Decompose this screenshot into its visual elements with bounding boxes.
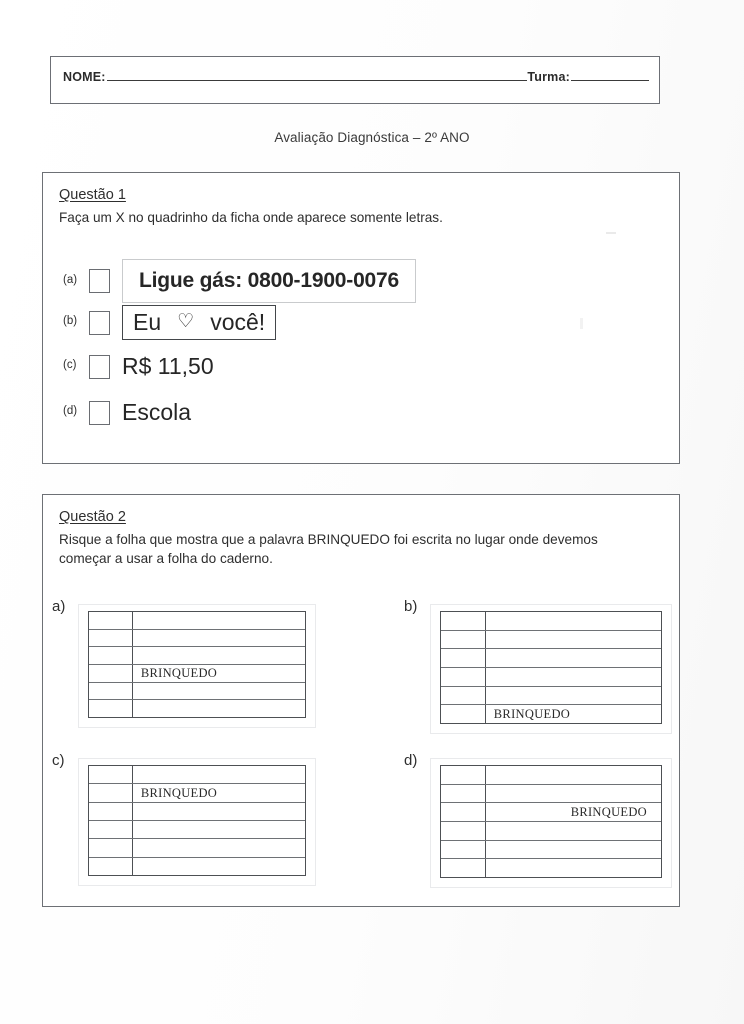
option-letter-a: a) — [52, 598, 66, 615]
notebook-word: BRINQUEDO — [493, 707, 571, 722]
notebook-line — [89, 700, 305, 717]
scan-artifact — [580, 318, 583, 329]
notebook-line — [89, 858, 305, 875]
name-field-row — [63, 70, 649, 84]
option-letter-d: (d) — [63, 405, 78, 417]
notebook-line — [89, 839, 305, 857]
heart-icon: ♡ — [177, 311, 195, 332]
question-1-option-d[interactable] — [63, 399, 191, 426]
option-a-card: Ligue gás: 0800-1900-0076 — [122, 259, 416, 303]
question-1-option-b[interactable] — [63, 305, 276, 340]
notebook-line — [89, 683, 305, 701]
notebook-word: BRINQUEDO — [570, 805, 647, 820]
notebook-card-b[interactable] — [430, 604, 672, 734]
name-label: NOME: — [63, 70, 106, 84]
notebook-card-a[interactable] — [78, 604, 316, 728]
notebook-line — [89, 612, 305, 630]
question-1-option-a[interactable] — [63, 259, 416, 303]
option-letter-b: b) — [404, 598, 418, 615]
notebook-sheet-b — [440, 611, 662, 724]
question-1-heading: Questão 1 — [59, 187, 126, 203]
option-letter-c: c) — [52, 752, 65, 769]
notebook-word: BRINQUEDO — [140, 665, 218, 680]
notebook-line — [89, 784, 305, 802]
page-title: Avaliação Diagnóstica – 2º ANO — [274, 130, 470, 145]
notebook-line — [89, 647, 305, 665]
notebook-line — [89, 630, 305, 648]
notebook-line — [441, 705, 661, 723]
notebook-line — [441, 668, 661, 687]
question-1-option-c[interactable] — [63, 353, 214, 380]
notebook-word: BRINQUEDO — [140, 785, 218, 800]
question-2-heading: Questão 2 — [59, 509, 126, 525]
notebook-line — [441, 766, 661, 785]
notebook-line — [441, 859, 661, 877]
checkbox-c[interactable] — [89, 355, 110, 379]
notebook-line — [441, 687, 661, 706]
checkbox-a[interactable] — [89, 269, 110, 293]
option-b-text-after: você! — [210, 309, 266, 335]
option-letter-b: (b) — [63, 315, 78, 327]
notebook-card-c[interactable] — [78, 758, 316, 886]
name-write-line[interactable] — [107, 80, 528, 81]
class-write-line[interactable] — [571, 80, 649, 81]
notebook-card-d[interactable] — [430, 758, 672, 888]
question-2-prompt: Risque a folha que mostra que a palavra BRINQUEDO foi escrita no lugar onde devemos começar a usar a folha do caderno. — [59, 532, 598, 566]
notebook-line — [441, 841, 661, 860]
notebook-line — [89, 803, 305, 821]
question-1-prompt: Faça um X no quadrinho da ficha onde aparece somente letras. — [59, 210, 443, 225]
notebook-line — [89, 665, 305, 683]
option-d-text: Escola — [122, 399, 192, 425]
option-letter-a: (a) — [63, 273, 78, 286]
notebook-line — [441, 649, 661, 668]
notebook-line — [441, 785, 661, 804]
question-1-panel — [42, 172, 680, 464]
notebook-line — [89, 766, 305, 784]
notebook-line — [441, 803, 661, 822]
notebook-sheet-c — [88, 765, 306, 876]
notebook-line — [441, 822, 661, 841]
checkbox-d[interactable] — [89, 401, 110, 425]
notebook-sheet-d — [440, 765, 662, 878]
scan-artifact — [606, 232, 616, 234]
student-info-box — [50, 56, 660, 104]
option-letter-c: (c) — [63, 359, 77, 371]
notebook-line — [441, 612, 661, 631]
option-b-text-before: Eu — [133, 309, 162, 335]
option-c-text: R$ 11,50 — [122, 353, 214, 379]
option-letter-d: d) — [404, 752, 418, 769]
class-label: Turma: — [527, 70, 570, 84]
checkbox-b[interactable] — [89, 311, 110, 335]
notebook-sheet-a — [88, 611, 306, 718]
option-b-card — [122, 305, 276, 340]
notebook-line — [441, 631, 661, 650]
notebook-line — [89, 821, 305, 839]
